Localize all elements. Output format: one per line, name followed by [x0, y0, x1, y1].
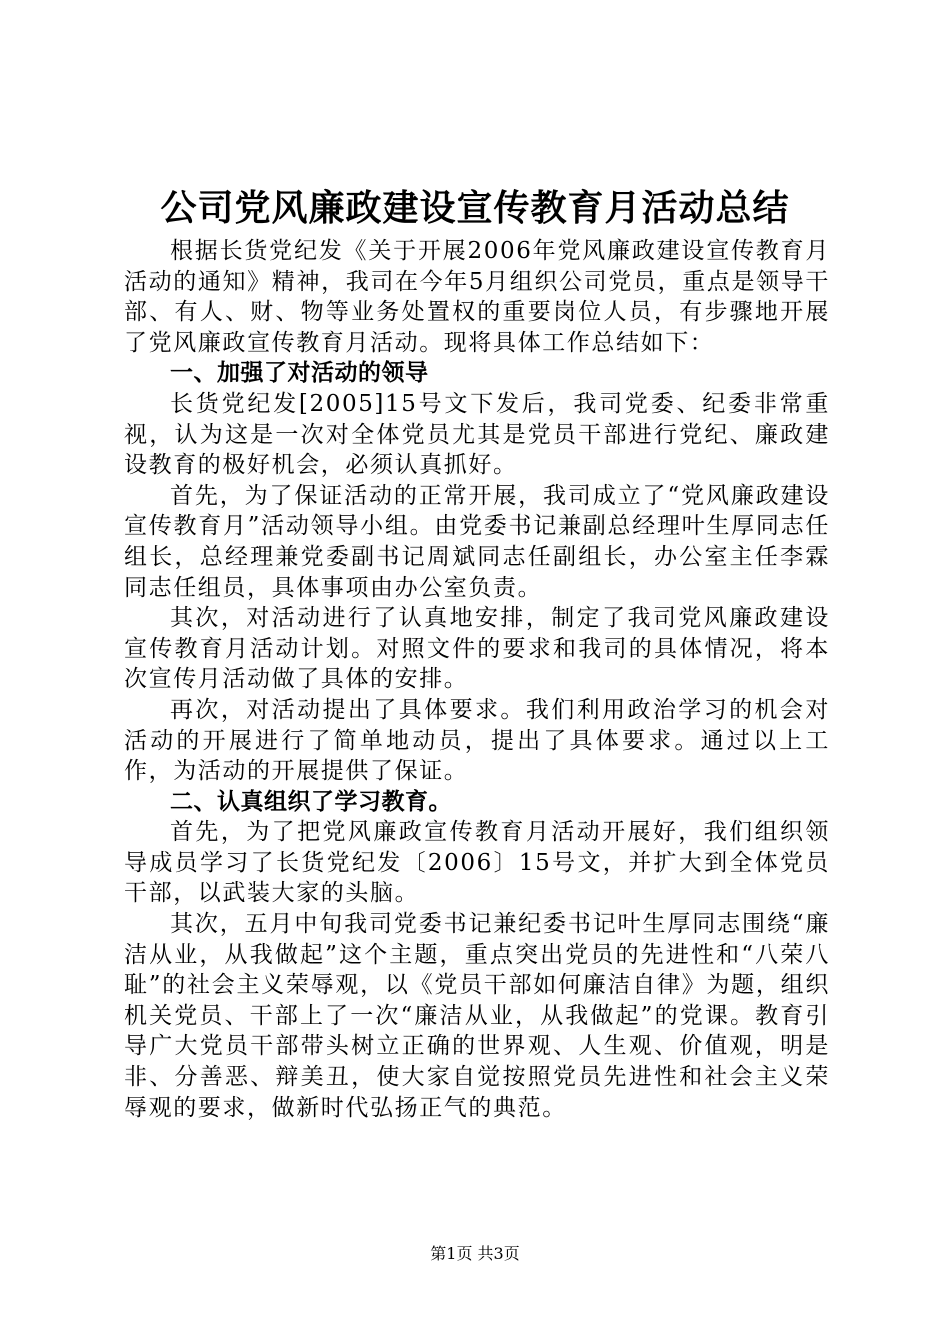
paragraph-leadership-third: 再次，对活动提出了具体要求。我们利用政治学习的机会对活动的开展进行了简单地动员，提出了具体要求。通过以上工作，为活动的开展提供了保证。: [124, 696, 830, 785]
document-title: 公司党风廉政建设宣传教育月活动总结: [160, 187, 790, 229]
document-body: [124, 236, 830, 1123]
paragraph-leadership-intro: 长货党纪发[2005]15号文下发后，我司党委、纪委非常重视，认为这是一次对全体党员尤其是党员干部进行党纪、廉政建设教育的极好机会，必须认真抓好。: [124, 390, 830, 479]
page-footer: 第1页 共3页: [430, 1244, 520, 1263]
paragraph-study-first: 首先，为了把党风廉政宣传教育月活动开展好，我们组织领导成员学习了长货党纪发〔2006〕15号文，并扩大到全体党员干部，以武装大家的头脑。: [124, 819, 830, 907]
paragraph-leadership-second: 其次，对活动进行了认真地安排，制定了我司党风廉政建设宣传教育月活动计划。对照文件的要求和我司的具体情况，将本次宣传月活动做了具体的安排。: [124, 605, 830, 693]
paragraph-leadership-first: 首先，为了保证活动的正常开展，我司成立了“党风廉政建设宣传教育月”活动领导小组。由党委书记兼副总经理叶生厚同志任组长，总经理兼党委副书记周斌同志任副组长，办公室主任李霖同志任组员，具体事项由办公室负责。: [124, 482, 830, 601]
intro-paragraph: 根据长货党纪发《关于开展2006年党风廉政建设宣传教育月活动的通知》精神，我司在今年5月组织公司党员，重点是领导干部、有人、财、物等业务处置权的重要岗位人员，有步骤地开展了党风廉政宣传教育月活动。现将具体工作总结如下：: [124, 238, 830, 356]
section-heading-2: 二、认真组织了学习教育。: [170, 788, 452, 815]
paragraph-study-second: 其次，五月中旬我司党委书记兼纪委书记叶生厚同志围绕“廉洁从业，从我做起”这个主题，重点突出党员的先进性和“八荣八耻”的社会主义荣辱观，以《党员干部如何廉洁自律》为题，组织机关党员、干部上了一次“廉洁从业，从我做起”的党课。教育引导广大党员干部带头树立正确的世界观、人生观、价值观，明是非、分善恶、辩美丑，使大家自觉按照党员先进性和社会主义荣辱观的要求，做新时代弘扬正气的典范。: [124, 911, 830, 1121]
section-heading-1: 一、加强了对活动的领导: [170, 360, 429, 387]
